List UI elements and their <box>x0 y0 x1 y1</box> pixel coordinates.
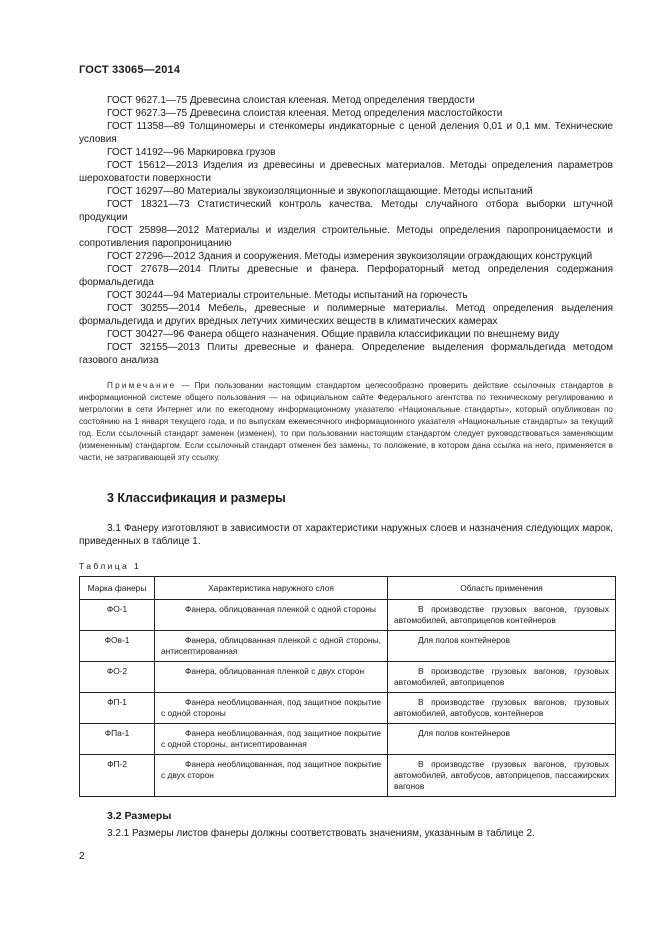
reference-item: ГОСТ 9627.1—75 Древесина слоистая клееная. Метод определения твердости <box>107 95 475 106</box>
cell-mark: ФО-2 <box>80 662 155 693</box>
cell-characteristic: Фанера необлицованная, под защитное покрытие с одной стороны <box>155 693 388 724</box>
cell-mark: ФОв-1 <box>80 631 155 662</box>
reference-item: ГОСТ 15612—2013 Изделия из древесины и древесных материалов. Методы определения параметров шероховатости поверхности <box>79 160 613 184</box>
cell-mark: ФО-1 <box>80 600 155 631</box>
note-label: Примечание <box>107 381 177 390</box>
document-header: ГОСТ 33065—2014 <box>79 64 181 76</box>
reference-item: ГОСТ 9627.3—75 Древесина слоистая клееная. Метод определения маслостойкости <box>107 108 503 119</box>
cell-application: В производстве грузовых вагонов, грузовых автомобилей, автоприцепов контейнеров <box>388 600 616 631</box>
cell-characteristic: Фанера, облицованная пленкой с двух сторон <box>155 662 388 693</box>
reference-item: ГОСТ 27296—2012 Здания и сооружения. Методы измерения звукоизоляции ограждающих конструкций <box>107 251 593 262</box>
cell-application: Для полов контейнеров <box>388 724 616 755</box>
reference-item: ГОСТ 32155—2013 Плиты древесные и фанера. Определение выделения формальдегида методом газового анализа <box>79 342 613 366</box>
column-header-application: Область применения <box>388 577 616 600</box>
section-3-2-heading: 3.2 Размеры <box>107 810 172 822</box>
cell-characteristic: Фанера, облицованная пленкой с одной стороны, антисептированная <box>155 631 388 662</box>
column-header-mark: Марка фанеры <box>80 577 155 600</box>
table-row <box>80 600 616 631</box>
reference-item: ГОСТ 11358—89 Толщиномеры и стенкомеры индикаторные с ценой деления 0,01 и 0,1 мм. Технические условия <box>79 121 613 145</box>
table-row <box>80 662 616 693</box>
cell-application: В производстве грузовых вагонов, грузовых автомобилей, автоприцепов <box>388 662 616 693</box>
classification-table <box>79 576 616 797</box>
table-row <box>80 631 616 662</box>
cell-mark: ФП-1 <box>80 693 155 724</box>
reference-item: ГОСТ 30427—96 Фанера общего назначения. Общие правила классификации по внешнему виду <box>107 329 560 340</box>
table-row <box>80 755 616 797</box>
cell-mark: ФПа-1 <box>80 724 155 755</box>
cell-characteristic: Фанера, облицованная пленкой с одной стороны <box>155 600 388 631</box>
column-header-characteristic: Характеристика наружного слоя <box>155 577 388 600</box>
reference-item: ГОСТ 25898—2012 Материалы и изделия строительные. Методы определения паропроницаемости и сопротивления паропроницанию <box>79 225 613 249</box>
cell-characteristic: Фанера необлицованная, под защитное покрытие с одной стороны, антисептированная <box>155 724 388 755</box>
cell-application: В производстве грузовых вагонов, грузовых автомобилей, автобусов, автоприцепов, пассажирских вагонов <box>388 755 616 797</box>
paragraph-3-1: 3.1 Фанеру изготовляют в зависимости от характеристики наружных слоев и назначения следующих марок, приведенных в таблице 1. <box>79 523 613 547</box>
table-caption: Таблица 1 <box>79 561 142 571</box>
table-header-row <box>80 577 616 600</box>
table-row <box>80 693 616 724</box>
reference-item: ГОСТ 27678—2014 Плиты древесные и фанера. Перфораторный метод определения содержания формальдегида <box>79 264 613 288</box>
reference-item: ГОСТ 14192—96 Маркировка грузов <box>107 147 276 158</box>
note-text: — При пользовании настоящим стандартом целесообразно проверить действие ссылочных стандартов в информационной системе общего пользования — на официальном сайте Федерального агентства по техническому регулированию и метрологии в сети Интернет или по ежегодному информационному указателю «Национальные стандарты», который опубликован по состоянию на 1 января текущего года, и по выпускам ежемесячного информационного указателя «Национальные стандарты» за текущий год. Если ссылочный стандарт заменен (изменен), то при пользовании настоящим стандартом следует руководствоваться заменяющим (измененным) стандартом. Если ссылочный стандарт отменен без замены, то положение, в котором дана ссылка на него, применяется в части, не затрагивающей эту ссылку. <box>79 381 613 462</box>
note <box>79 380 613 464</box>
page-number: 2 <box>79 851 85 862</box>
cell-mark: ФП-2 <box>80 755 155 797</box>
table-row <box>80 724 616 755</box>
cell-application: В производстве грузовых вагонов, грузовых автомобилей, автобусов, контейнеров <box>388 693 616 724</box>
section-3-heading: 3 Классификация и размеры <box>107 491 286 505</box>
reference-item: ГОСТ 18321—73 Статистический контроль качества. Методы случайного отбора выборки штучной продукции <box>79 199 613 223</box>
reference-item: ГОСТ 30244—94 Материалы строительные. Методы испытаний на горючесть <box>107 290 468 301</box>
cell-characteristic: Фанера необлицованная, под защитное покрытие с двух сторон <box>155 755 388 797</box>
paragraph-3-2-1: 3.2.1 Размеры листов фанеры должны соответствовать значениям, указанным в таблице 2. <box>107 828 535 839</box>
normative-references <box>79 94 613 367</box>
cell-application: Для полов контейнеров <box>388 631 616 662</box>
reference-item: ГОСТ 30255—2014 Мебель, древесные и полимерные материалы. Метод определения выделения формальдегида и других вредных летучих химических веществ в климатических камерах <box>79 303 613 327</box>
reference-item: ГОСТ 16297—80 Материалы звукоизоляционные и звукопоглащающие. Методы испытаний <box>107 186 533 197</box>
